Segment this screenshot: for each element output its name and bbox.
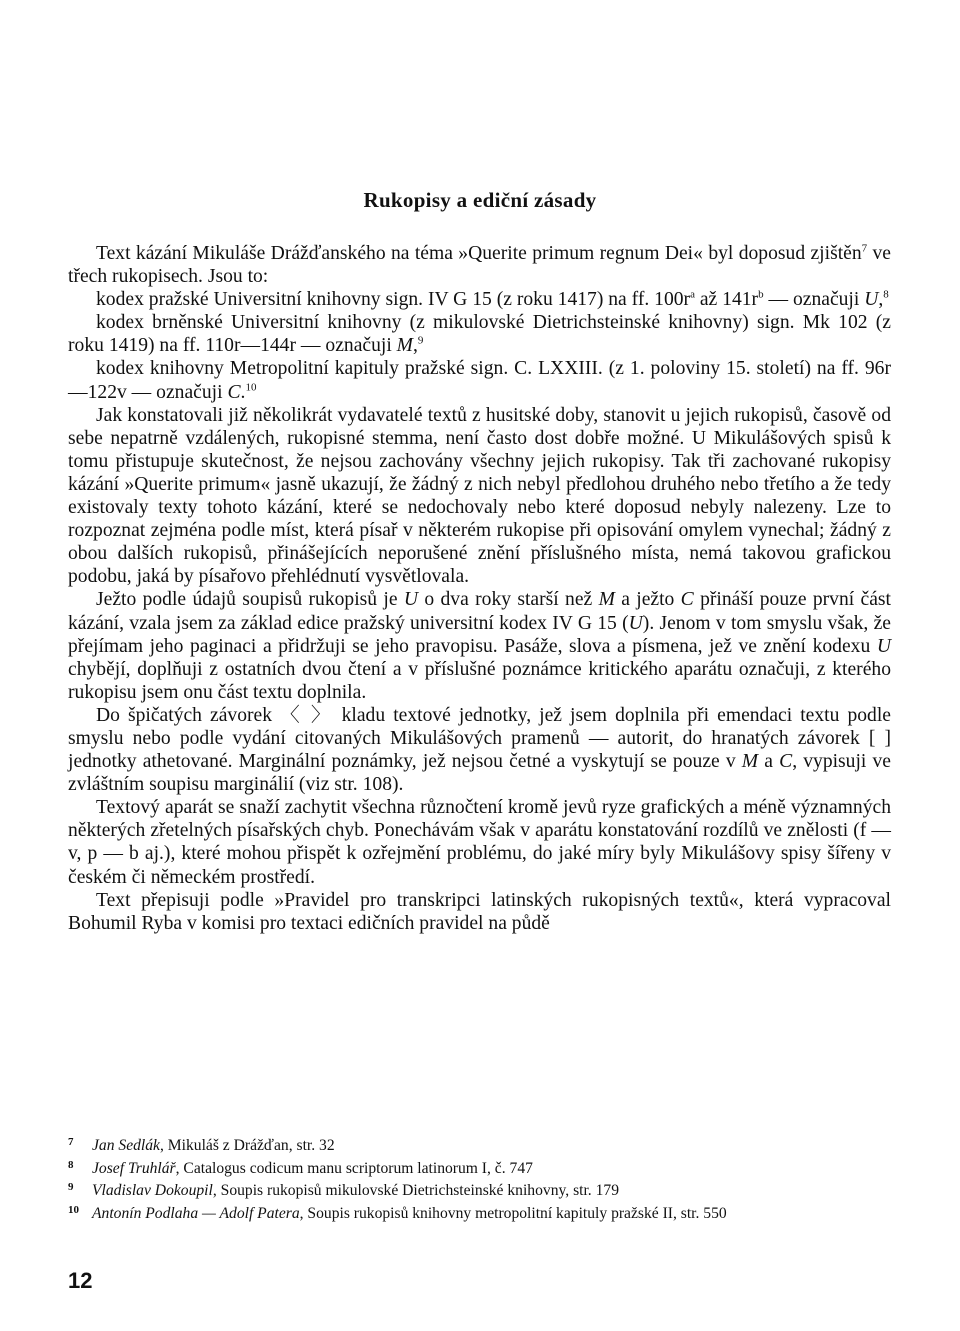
siglum-c: C [227,381,241,403]
footnote-7 [68,1135,891,1158]
siglum-c: C [680,589,694,611]
manuscript-u-text: kodex pražské Universitní knihovny sign. IV G 15 (z roku 1417) na ff. 100r [96,289,691,311]
p2-text-a: Ježto podle údajů soupisů rukopisů je [96,589,404,611]
footnote-citation: , Soupis rukopisů mikulovské Dietrichsteinské knihovny, str. 179 [212,1182,619,1199]
footnote-citation: , Catalogus codicum manu scriptorum latinorum I, č. 747 [175,1159,533,1177]
p2-text-d: přináší pouze první část kázání, vzala jsem za základ edice pražský universitní kodex IV G 15 ( [68,589,891,634]
footnote-text [92,1135,891,1158]
manuscript-m [68,311,891,357]
manuscript-u-text-2: až 141r [694,289,759,311]
section-heading: Rukopisy a ediční zásady [363,188,597,212]
footnote-number: 8 [68,1158,74,1171]
siglum-c: C [779,751,793,773]
footnote-10 [68,1203,891,1226]
body-text [68,242,891,935]
siglum-u: U [876,635,891,657]
manuscript-m-text: kodex brněnské Universitní knihovny (z mikulovské Dietrichsteinské knihovny) sign. Mk 102 (z roku 1419) na ff. 110r—144r — označuji [68,312,891,357]
p3-text-a: Do špičatých závorek 〈 〉 kladu textové jednotky, jež jsem doplnila při emendaci textu podle smyslu nebo podle vydání citovaných Mikulášových pramenů — autorit, do hranatých závorek [ ] jednotky athetované. Marginální poznámky, jež nejsou četné a vyskytují se pouze v [68,704,891,773]
p3-text-d: , vypisuji ve zvláštním soupisu marginálií (viz str. 108). [68,751,891,796]
p2-text-c: a ježto [614,589,681,611]
siglum-u: U [403,589,419,611]
footnote-8 [68,1158,891,1181]
intro-line-2a: byl doposud zjištěn [708,243,862,264]
siglum-u: U [864,289,879,311]
siglum-m: M [741,751,759,773]
p2-text-b: o dva roky starší než [418,589,599,611]
paragraph-2 [68,588,891,703]
footnote-number: 9 [68,1181,74,1193]
manuscript-c-text: kodex knihovny Metropolitní kapituly pražské sign. C. LXXIII. (z 1. poloviny 15. století) na ff. 96r—122v — označuji [68,358,891,403]
footnote-author: Antonín Podlaha — Adolf Patera [92,1204,300,1222]
manuscript-u-comma: , [878,289,884,311]
footnote-text [92,1203,891,1226]
footnotes [68,1135,891,1225]
paragraph-4: Textový aparát se snaží zachytit všechna různočtení kromě jevů ryze grafických a méně významných některých zřetelných písařských chyb. Ponechávám však v aparátu konstatování rozdílů ve znělosti (f — v, p — b aj.), které mohou přispět k ozřejmění problému, do jaké míry byly Mikulášovy spisy šířeny v českém či německém prostředí. [68,797,891,888]
siglum-m: M [396,335,413,357]
manuscript-u [68,288,891,311]
footnote-number: 10 [68,1203,79,1216]
manuscript-m-comma: , [413,335,418,357]
paragraph-3 [68,704,891,796]
folio-sup-a: a [690,288,695,301]
footnote-ref-9[interactable]: 9 [417,334,424,347]
intro-line-1: Text kázání Mikuláše Drážďanského na téma »Querite primum regnum Dei« [96,243,703,264]
footnote-citation: , Mikuláš z Drážďan, str. 32 [159,1137,335,1154]
footnote-number: 7 [68,1136,74,1148]
footnote-ref-7[interactable]: 7 [861,242,868,255]
footnote-author: Vladislav Dokoupil [92,1182,213,1199]
footnote-author: Josef Truhlář [92,1159,176,1177]
footnote-ref-10[interactable]: 10 [245,381,257,394]
intro-line-2b: ve třech rukopisech. Jsou to: [68,243,892,288]
footnote-text [92,1180,891,1203]
folio-sup-b: b [758,288,764,301]
p3-text-b: a [758,751,780,773]
paragraph-1: Jak konstatovali již několikrát vydavatelé textů z husitské doby, stanovit u jejich rukopisů, časově od sebe nepatrně vzdálených, rukopisné stemma, není často dost dobře možné. U Mikulášových spisů k tomu přistupuje skutečnost, že nejsou zachovány všechny jejich rukopisy. Tak tři zachované rukopisy kázání »Querite primum« jasně ukazují, že žádný z nich nebyl předlohou druhého nebo třetího a že tedy existovaly texty tohoto kázání, které se nedochovaly nebo které doposud nebyly nalezeny. Lze to rozpoznat zejména podle míst, která písař v některém rukopise při opisování omylem vynechal; žádný z obou dalších rukopisů, přinášejících neporušené znění příslušného místa, nemá takovou grafickou podobu, jaká by písařovo přehlédnutí vysvětlovala. [68,404,891,588]
footnote-author: Jan Sedlák [92,1137,160,1154]
p2-text-e: ). Jenom v tom smyslu však, že přejímam jeho paginaci a přidržuji se jeho pravopisu. Pasáže, slova a písmena, jež ve znění kodexu [68,612,891,657]
page-number: 12 [68,1268,93,1293]
manuscript-c-period: . [240,381,246,403]
manuscript-u-text-3: — označuji [763,289,865,311]
footnote-ref-8[interactable]: 8 [883,288,889,301]
footnote-9 [68,1180,891,1203]
p2-text-f: chybějí, doplňuji z ostatních dvou čtení a v příslušné poznámce kritického aparátu označuji, z kterého rukopisu jsem onu část textu doplnila. [68,658,891,703]
siglum-m: M [598,589,615,611]
siglum-u: U [628,612,643,634]
manuscript-c [68,357,891,403]
intro-paragraph [68,242,891,288]
paragraph-5: Text přepisuji podle »Pravidel pro transkripci latinských rukopisných textů«, která vypracoval Bohumil Ryba v komisi pro textaci edičních pravidel na půdě [68,889,891,934]
footnote-citation: , Soupis rukopisů knihovny metropolitní kapituly pražské II, str. 550 [299,1204,727,1222]
footnote-text [92,1158,891,1181]
